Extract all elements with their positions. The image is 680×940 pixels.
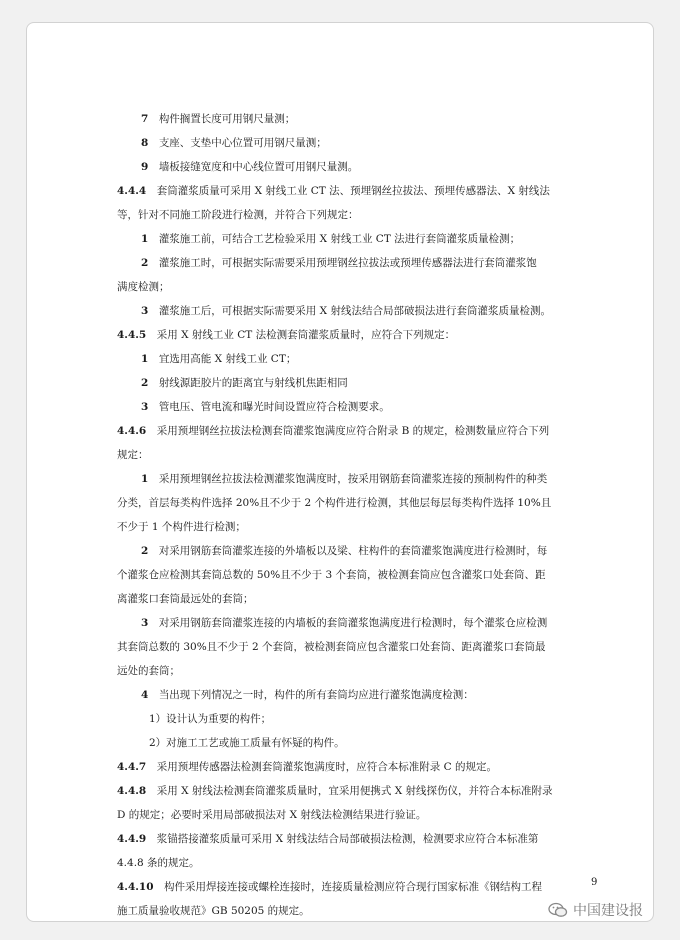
clause-number: 4.4.10: [117, 881, 154, 893]
text-line: [117, 491, 617, 515]
clause-text: 套筒灌浆质量可采用 X 射线工业 CT 法、预埋钢丝拉拔法、预埋传感器法、X 射线法: [156, 185, 550, 197]
clause-text: 对采用钢筋套筒灌浆连接的内墙板的套筒灌浆饱满度进行检测时，每个灌浆仓应检测: [158, 617, 548, 629]
text-line: [117, 299, 617, 323]
clause-number: 1: [141, 233, 149, 245]
clause-text: 4.4.8 条的规定。: [117, 857, 200, 869]
text-line: [117, 227, 617, 251]
text-line: [117, 611, 617, 635]
clause-text: 施工质量验收规范》GB 50205 的规定。: [117, 905, 310, 917]
clause-number: 3: [141, 617, 149, 629]
text-line: [117, 707, 617, 731]
text-line: [117, 659, 617, 683]
text-line: [117, 203, 617, 227]
watermark: [548, 900, 643, 920]
clause-text: D 的规定；必要时采用局部破损法对 X 射线法检测结果进行验证。: [117, 809, 427, 821]
clause-text: 管电压、管电流和曝光时间设置应符合检测要求。: [158, 401, 390, 413]
text-line: [117, 539, 617, 563]
document-page: [26, 22, 654, 922]
text-line: [117, 467, 617, 491]
text-line: [117, 635, 617, 659]
text-line: [117, 587, 617, 611]
clause-number: 4.4.6: [117, 425, 147, 437]
clause-number: 9: [141, 161, 149, 173]
text-line: [117, 419, 617, 443]
text-line: [117, 179, 617, 203]
clause-number: 4.4.8: [117, 785, 147, 797]
text-line: [117, 371, 617, 395]
text-line: [117, 755, 617, 779]
text-line: [117, 155, 617, 179]
clause-text: 满度检测；: [117, 281, 170, 293]
clause-text: 墙板接缝宽度和中心线位置可用钢尺量测。: [158, 161, 359, 173]
text-line: [117, 107, 617, 131]
clause-text: 2）对施工工艺或施工质量有怀疑的构件。: [149, 737, 345, 749]
clause-number: 8: [141, 137, 149, 149]
clause-text: 采用 X 射线法检测套筒灌浆质量时，宜采用便携式 X 射线探伤仪，并符合本标准附录: [156, 785, 553, 797]
clause-text: 对采用钢筋套筒灌浆连接的外墙板以及梁、柱构件的套筒灌浆饱满度进行检测时，每: [158, 545, 548, 557]
text-line: [117, 323, 617, 347]
clause-text: 构件搁置长度可用钢尺量测；: [158, 113, 296, 125]
clause-text: 灌浆施工后，可根据实际需要采用 X 射线法结合局部破损法进行套筒灌浆质量检测。: [158, 305, 551, 317]
text-line: [117, 275, 617, 299]
clause-number: 4: [141, 689, 149, 701]
document-body: [117, 107, 617, 923]
clause-text: 采用 X 射线工业 CT 法检测套筒灌浆质量时，应符合下列规定：: [156, 329, 456, 341]
clause-number: 1: [141, 473, 149, 485]
clause-text: 采用预埋钢丝拉拔法检测灌浆饱满度时，按采用钢筋套筒灌浆连接的预制构件的种类: [158, 473, 548, 485]
text-line: [117, 851, 617, 875]
text-line: [117, 899, 617, 923]
clause-text: 离灌浆口套筒最远处的套筒；: [117, 593, 254, 605]
text-line: [117, 875, 617, 899]
clause-number: 4.4.5: [117, 329, 147, 341]
clause-text: 等，针对不同施工阶段进行检测，并符合下列规定：: [117, 209, 359, 221]
clause-text: 规定：: [117, 449, 149, 461]
text-line: [117, 731, 617, 755]
clause-text: 采用预埋钢丝拉拔法检测套筒灌浆饱满度应符合附录 B 的规定，检测数量应符合下列: [156, 425, 550, 437]
clause-text: 远处的套筒；: [117, 665, 180, 677]
clause-number: 3: [141, 305, 149, 317]
clause-text: 个灌浆仓应检测其套筒总数的 50%且不少于 3 个套筒，被检测套筒应包含灌浆口处套筒、距: [117, 569, 546, 581]
clause-number: 4.4.7: [117, 761, 147, 773]
clause-text: 其套筒总数的 30%且不少于 2 个套筒，被检测套筒应包含灌浆口处套筒、距离灌浆口套筒最: [117, 641, 546, 653]
clause-number: 2: [141, 545, 149, 557]
clause-number: 3: [141, 401, 149, 413]
clause-number: 4.4.9: [117, 833, 147, 845]
clause-text: 不少于 1 个构件进行检测；: [117, 521, 246, 533]
page-number: 9: [591, 877, 598, 888]
clause-number: 1: [141, 353, 149, 365]
clause-number: 7: [141, 113, 149, 125]
clause-text: 浆锚搭接灌浆质量可采用 X 射线法结合局部破损法检测，检测要求应符合本标准第: [156, 833, 539, 845]
clause-number: 2: [141, 377, 149, 389]
text-line: [117, 827, 617, 851]
clause-number: 4.4.4: [117, 185, 147, 197]
text-line: [117, 443, 617, 467]
text-line: [117, 131, 617, 155]
watermark-text: 中国建设报: [573, 903, 643, 919]
text-line: [117, 563, 617, 587]
text-line: [117, 779, 617, 803]
clause-text: 灌浆施工前，可结合工艺检验采用 X 射线工业 CT 法进行套筒灌浆质量检测；: [158, 233, 521, 245]
clause-text: 灌浆施工时，可根据实际需要采用预埋钢丝拉拔法或预埋传感器法进行套筒灌浆饱: [158, 257, 537, 269]
clause-text: 构件采用焊接连接或螺栓连接时，连接质量检测应符合现行国家标准《钢结构工程: [164, 881, 543, 893]
clause-number: 2: [141, 257, 149, 269]
clause-text: 宜选用高能 X 射线工业 CT；: [158, 353, 297, 365]
text-line: [117, 683, 617, 707]
clause-text: 当出现下列情况之一时，构件的所有套筒均应进行灌浆饱满度检测：: [158, 689, 474, 701]
clause-text: 分类，首层每类构件选择 20%且不少于 2 个构件进行检测，其他层每层每类构件选择 10%且: [117, 497, 552, 509]
clause-text: 支座、支垫中心位置可用钢尺量测；: [158, 137, 327, 149]
clause-text: 射线源距胶片的距离宜与射线机焦距相同: [158, 377, 348, 389]
text-line: [117, 395, 617, 419]
clause-text: 采用预埋传感器法检测套筒灌浆饱满度时，应符合本标准附录 C 的规定。: [156, 761, 497, 773]
text-line: [117, 251, 617, 275]
clause-text: 1）设计认为重要的构件；: [149, 713, 272, 725]
text-line: [117, 347, 617, 371]
text-line: [117, 803, 617, 827]
wechat-icon: [548, 902, 568, 918]
text-line: [117, 515, 617, 539]
